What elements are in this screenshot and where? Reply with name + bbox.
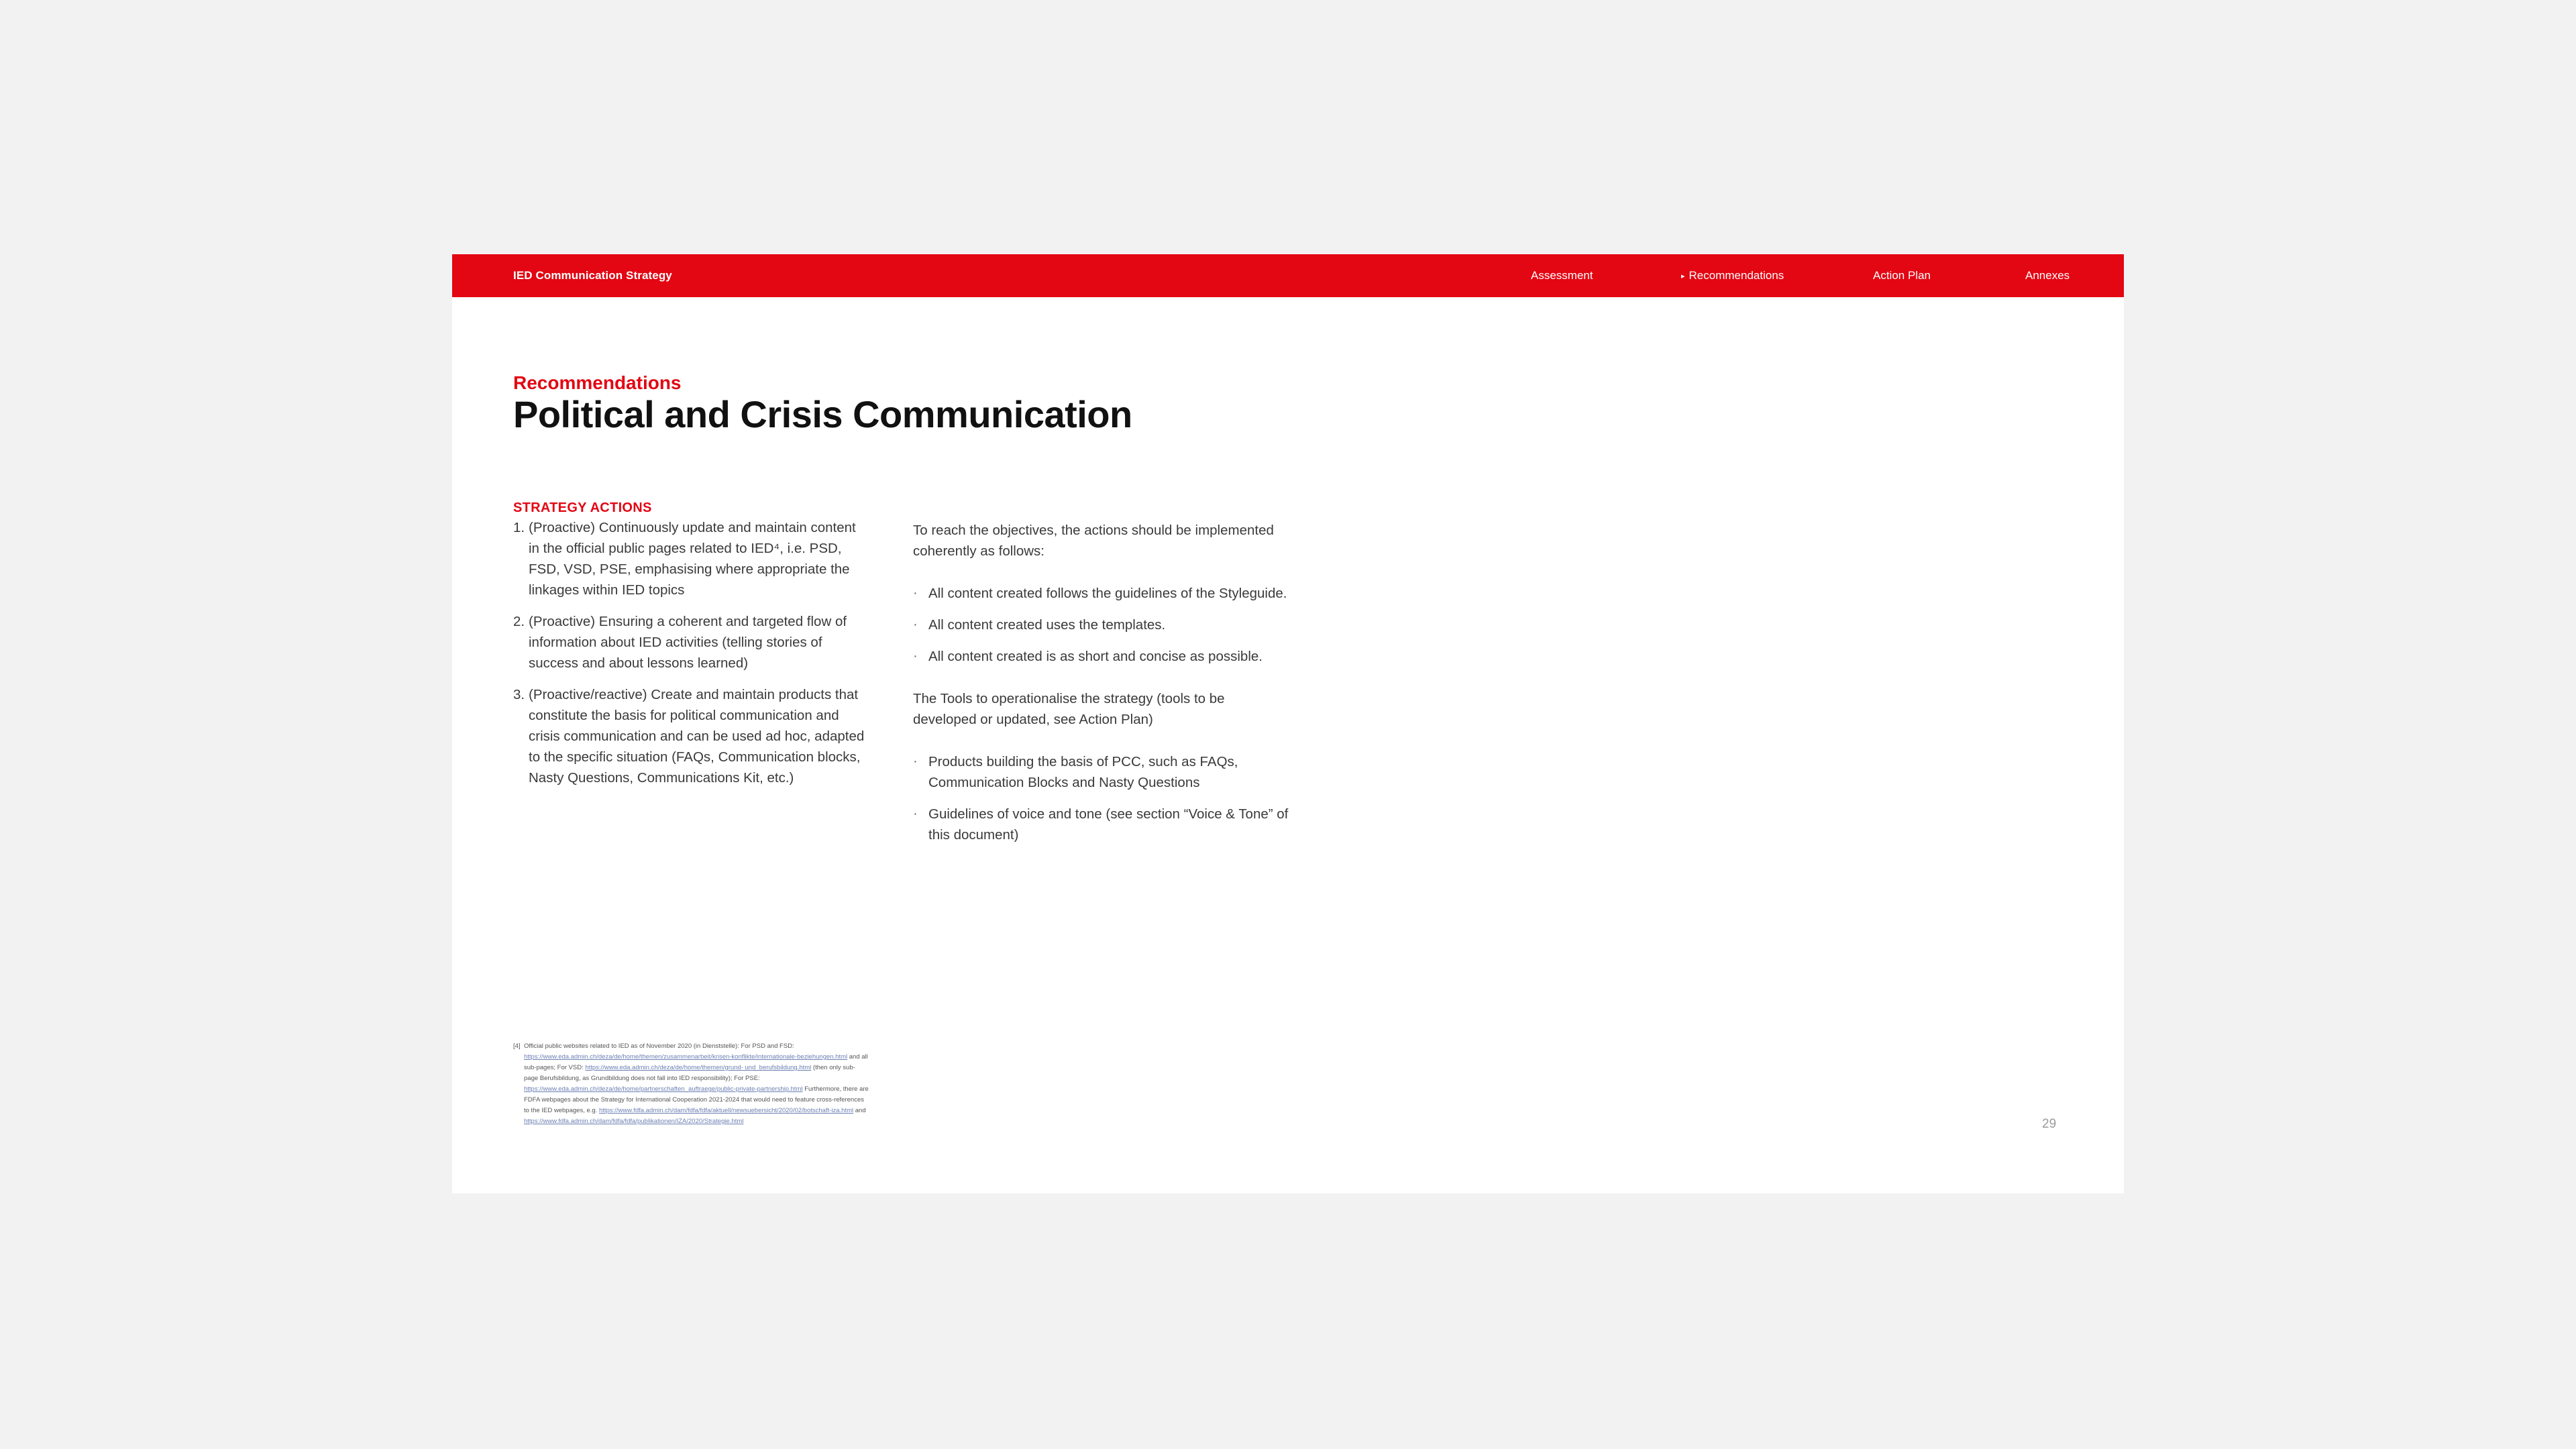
active-marker-icon: ▸ — [1681, 272, 1685, 280]
bullet-dot-icon: · — [913, 648, 918, 663]
list-item-number: 1. — [513, 520, 525, 535]
document-page — [452, 254, 2124, 1193]
tools-list — [913, 751, 1289, 845]
list-item-text: All content created uses the templates. — [928, 617, 1166, 633]
strategy-actions-list — [513, 517, 869, 788]
list-item-text: Guidelines of voice and tone (see section “Voice & Tone” of this document) — [928, 806, 1289, 843]
tools-intro: The Tools to operationalise the strategy (tools to be developed or updated, see Action Plan) — [913, 691, 1225, 727]
list-item-text: (Proactive) Ensuring a coherent and targeted flow of information about IED activities (telling stories of success and about lessons learned) — [529, 614, 847, 671]
page-title: Political and Crisis Communication — [513, 393, 1132, 435]
bullet-dot-icon: · — [913, 806, 918, 821]
list-item-text: Products building the basis of PCC, such as FAQs, Communication Blocks and Nasty Questions — [928, 754, 1238, 790]
footnote-text: and — [855, 1107, 866, 1114]
footnote — [513, 1041, 869, 1127]
section-eyebrow: Recommendations — [513, 372, 682, 393]
document-brand-title: IED Communication Strategy — [513, 269, 672, 282]
implementation-column — [913, 520, 1289, 867]
footnote-text: Furthermore, there are FDFA webpages about the Strategy for International Cooperation 2021-2024 that would need to feature cross-references to the IED webpages, e.g. — [524, 1085, 869, 1114]
nav-item-recommendations[interactable] — [1681, 254, 1784, 299]
footnote-link-strategy-iza[interactable]: https://www.fdfa.admin.ch/dam/fdfa/fdfa/aktuell/newsuebersicht/2020/02/botschaft-iza.html — [598, 1107, 854, 1114]
footnote-link-psd-fsd[interactable]: https://www.eda.admin.ch/deza/de/home/themen/zusammenarbeit/krisen-konflikte/internationale-beziehungen.html — [524, 1053, 848, 1061]
list-item-text: All content created follows the guidelines of the Styleguide. — [928, 586, 1287, 601]
bullet-dot-icon: · — [913, 585, 918, 600]
nav-item-annexes[interactable] — [2025, 254, 2070, 297]
footnote-text: Official public websites related to IED as of November 2020 (in Dienststelle): For PSD and FSD: — [524, 1042, 794, 1050]
list-item-text: All content created is as short and concise as possible. — [928, 649, 1263, 664]
list-item-number: 3. — [513, 687, 525, 702]
footnote-link-vsd[interactable]: https://www.eda.admin.ch/deza/de/home/themen/grund- und_berufsbildung.html — [585, 1064, 812, 1071]
page-number: 29 — [2042, 1117, 2057, 1131]
content-guidelines-list — [913, 583, 1289, 667]
footnote-link-pse[interactable]: https://www.eda.admin.ch/deza/de/home/partnerschaften_auftraege/public-private-partnership.html — [524, 1085, 803, 1093]
footnote-link-strategy[interactable]: https://www.fdfa.admin.ch/dam/fdfa/fdfa/publikationen/IZA/2020/Strategie.html — [524, 1118, 744, 1125]
list-item-text: (Proactive) Continuously update and maintain content in the official public pages related to IED⁴, i.e. PSD, FSD, VSD, PSE, emphasising where appropriate the linkages within IED topics — [529, 520, 856, 598]
nav-item-label: Annexes — [2025, 269, 2070, 282]
footnote-text: and all sub-pages; For VSD: — [524, 1053, 868, 1071]
list-item — [913, 614, 1289, 635]
nav-item-label: Assessment — [1531, 269, 1593, 282]
footnote-body — [513, 1041, 869, 1127]
list-item-text: (Proactive/reactive) Create and maintain products that constitute the basis for political communication and crisis communication and can be used ad hoc, adapted to the specific situation (FAQs, Communication blocks, Nasty Questions, Communications Kit, etc.) — [529, 687, 865, 786]
strategy-actions-column — [513, 498, 869, 799]
nav-item-assessment[interactable] — [1531, 254, 1593, 297]
list-item — [913, 804, 1289, 845]
nav-item-label: Recommendations — [1688, 269, 1784, 282]
list-item — [913, 583, 1289, 604]
strategy-actions-heading: STRATEGY ACTIONS — [513, 500, 652, 515]
list-item — [913, 751, 1289, 793]
list-item-number: 2. — [513, 614, 525, 629]
top-navigation-bar — [452, 254, 2124, 297]
list-item — [513, 684, 869, 788]
list-item — [513, 611, 869, 674]
implementation-intro: To reach the objectives, the actions should be implemented coherently as follows: — [913, 523, 1274, 559]
nav-item-label: Action Plan — [1873, 269, 1931, 282]
bullet-dot-icon: · — [913, 753, 918, 769]
nav-item-action-plan[interactable] — [1873, 254, 1931, 297]
footnote-marker: [4] — [513, 1042, 521, 1050]
list-item — [513, 517, 869, 600]
list-item — [913, 646, 1289, 667]
footnote-text: (then only sub-page Berufsbildung, as Grundbildung does not fall into IED responsibility); For PSE: — [524, 1064, 855, 1082]
bullet-dot-icon: · — [913, 616, 918, 632]
